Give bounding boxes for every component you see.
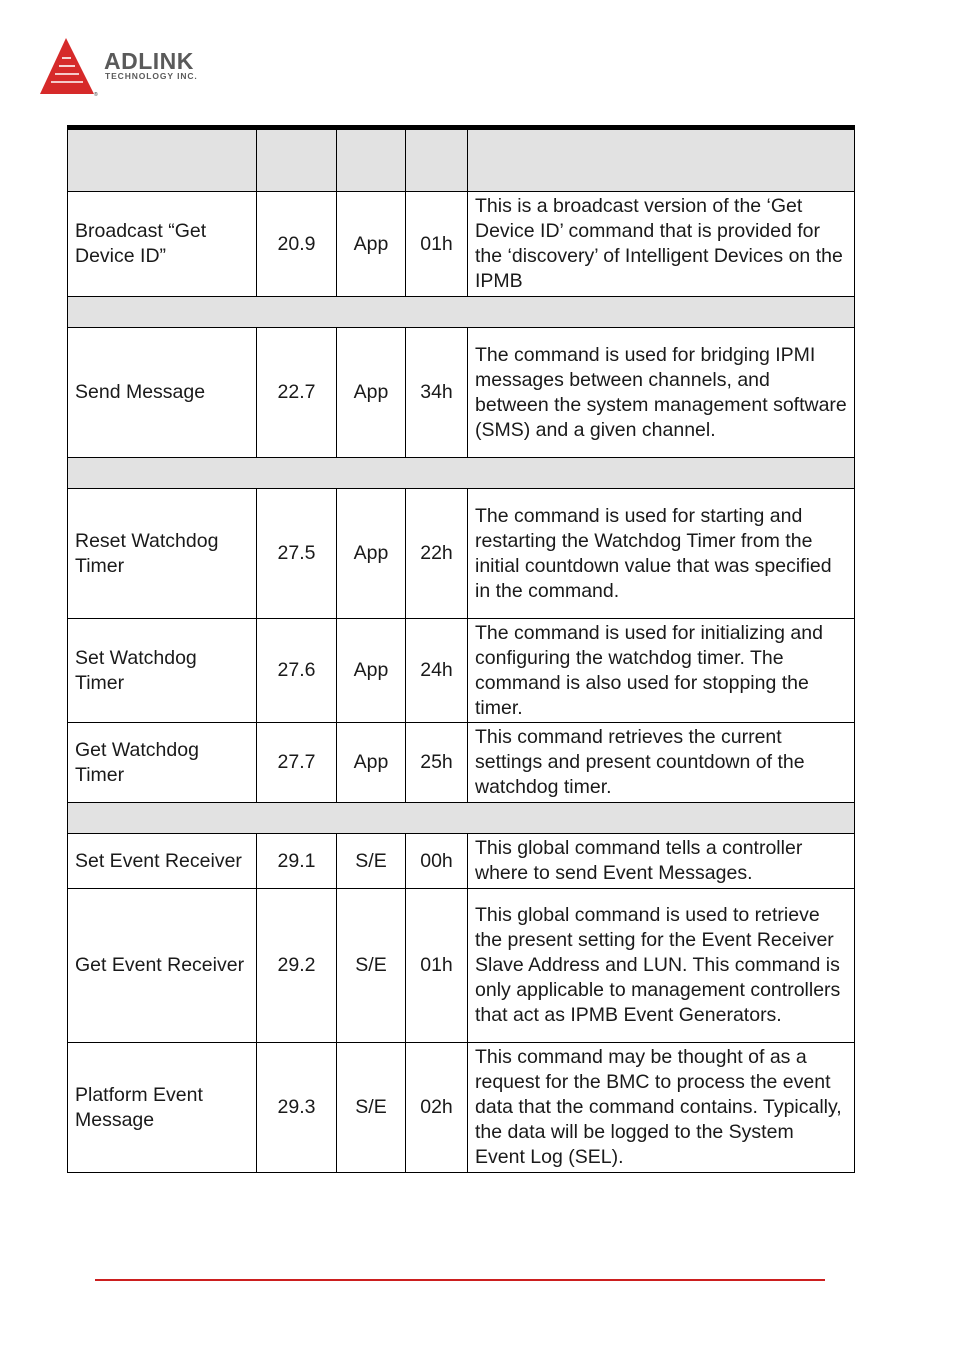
- command-name: Reset Watchdog Timer: [68, 489, 257, 619]
- cmd-code: 34h: [406, 328, 468, 458]
- desc-lead: The: [475, 504, 509, 527]
- spec-section: 20.9: [257, 192, 337, 297]
- brand-name: ADLINK: [104, 48, 194, 74]
- netfn: App: [337, 328, 406, 458]
- desc-lead: The: [475, 621, 509, 644]
- desc-body: command is used for bridging IPMI messages between channels, and between the system management software (SMS) and a given channel.: [475, 343, 847, 441]
- command-name: Broadcast “Get Device ID”: [68, 192, 257, 297]
- footer-rule: [95, 1279, 825, 1281]
- header-cell: [406, 128, 468, 192]
- command-description: This command may be thought of as a request for the BMC to process the event data that the command contains. Typically, the data will be logged to the System Event Log (SEL).: [468, 1043, 855, 1173]
- netfn: App: [337, 619, 406, 723]
- command-description: This global command is used to retrieve the present setting for the Event Receiver Slave Address and LUN. This command is only applicable to management controllers that act as IPMB Event Generators.: [468, 889, 855, 1043]
- section-divider-row: [68, 458, 855, 489]
- section-divider: [68, 458, 855, 489]
- netfn: App: [337, 489, 406, 619]
- table-row: [68, 328, 855, 458]
- cmd-code: 00h: [406, 834, 468, 889]
- spec-section: 29.1: [257, 834, 337, 889]
- table-row: [68, 723, 855, 803]
- brand-subtitle: TECHNOLOGY INC.: [105, 71, 198, 81]
- command-name: Get Watchdog Timer: [68, 723, 257, 803]
- spec-section: 29.3: [257, 1043, 337, 1173]
- registered-mark: ®: [94, 92, 98, 98]
- command-name: Set Watchdog Timer: [68, 619, 257, 723]
- netfn: App: [337, 723, 406, 803]
- command-name: Get Event Receiver: [68, 889, 257, 1043]
- table-row: [68, 889, 855, 1043]
- netfn: S/E: [337, 834, 406, 889]
- cmd-code: 24h: [406, 619, 468, 723]
- section-divider-row: [68, 803, 855, 834]
- command-description: This is a broadcast version of the ‘Get Device ID’ command that is provided for the ‘discovery’ of Intelligent Devices on the IPMB: [468, 192, 855, 297]
- spec-section: 22.7: [257, 328, 337, 458]
- command-description: This global command tells a controller where to send Event Messages.: [468, 834, 855, 889]
- adlink-logo: [38, 36, 238, 98]
- command-name: Set Event Receiver: [68, 834, 257, 889]
- desc-body: command is used for starting and restarting the Watchdog Timer from the initial countdown value that was specified in the: [475, 504, 832, 602]
- table-row: [68, 619, 855, 723]
- command-name: Platform Event Message: [68, 1043, 257, 1173]
- table-header-row: [68, 128, 855, 192]
- table-row: [68, 489, 855, 619]
- spec-section: 29.2: [257, 889, 337, 1043]
- section-divider: [68, 803, 855, 834]
- cmd-code: 01h: [406, 192, 468, 297]
- netfn: S/E: [337, 889, 406, 1043]
- spec-section: 27.6: [257, 619, 337, 723]
- spec-section: 27.5: [257, 489, 337, 619]
- header-cell: [257, 128, 337, 192]
- header-cell: [337, 128, 406, 192]
- command-description: [468, 619, 855, 723]
- section-divider-row: [68, 297, 855, 328]
- netfn: App: [337, 192, 406, 297]
- header-cell: [468, 128, 855, 192]
- table-row: [68, 834, 855, 889]
- cmd-code: 22h: [406, 489, 468, 619]
- ipmi-command-table: [67, 125, 855, 1173]
- command-description: This command retrieves the current settings and present countdown of the watchdog timer.: [468, 723, 855, 803]
- desc-tail: command.: [528, 579, 620, 602]
- table-row: [68, 1043, 855, 1173]
- spec-section: 27.7: [257, 723, 337, 803]
- section-divider: [68, 297, 855, 328]
- desc-body: command is used for initializing and configuring the watchdog timer. The command is also used for stopping the timer.: [475, 621, 823, 719]
- desc-lead: The: [475, 343, 509, 366]
- table-row: [68, 192, 855, 297]
- command-description: [468, 489, 855, 619]
- header-cell: [68, 128, 257, 192]
- cmd-code: 25h: [406, 723, 468, 803]
- command-name: Send Message: [68, 328, 257, 458]
- netfn: S/E: [337, 1043, 406, 1173]
- cmd-code: 01h: [406, 889, 468, 1043]
- command-description: [468, 328, 855, 458]
- adlink-triangle-icon: [38, 36, 102, 98]
- cmd-code: 02h: [406, 1043, 468, 1173]
